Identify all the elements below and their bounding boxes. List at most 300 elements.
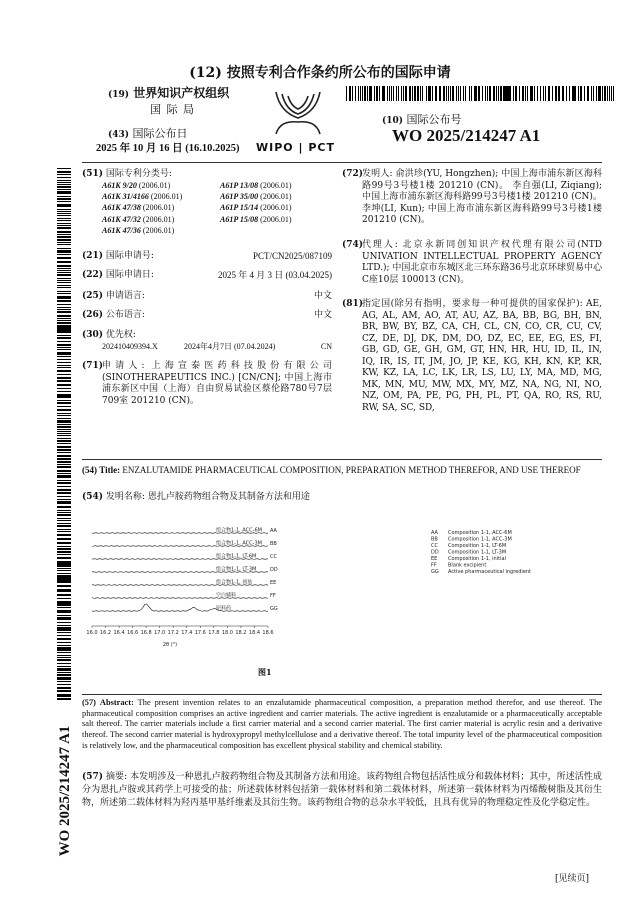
ipc-entry <box>102 215 174 225</box>
barcode-bar <box>510 86 511 101</box>
barcode-bar <box>57 272 71 273</box>
barcode-bar <box>355 86 356 101</box>
barcode-bar <box>57 400 71 401</box>
priority-app-number: 202410409394.X <box>102 342 158 351</box>
pub-date-value: 2025 年 10 月 16 日 (16.10.2025) <box>96 143 240 154</box>
barcode-bar <box>393 86 394 101</box>
barcode-bar <box>57 291 71 292</box>
ipc-code: A61P 15/08 <box>220 214 259 224</box>
barcode-bar <box>57 446 71 448</box>
barcode-bar <box>515 86 516 101</box>
barcode-bar <box>57 476 71 478</box>
barcode-bar <box>57 496 71 497</box>
pub-number-value: WO 2025/214247 A1 <box>392 126 541 145</box>
ipc-code: A61K 47/32 <box>102 214 141 224</box>
barcode-bar <box>57 265 71 267</box>
barcode-bar <box>57 518 71 519</box>
barcode-bar <box>57 611 71 613</box>
barcode-bar <box>57 215 71 216</box>
barcode-bar <box>558 86 559 101</box>
series-label: 组合物1-1, LT-3M <box>216 566 257 573</box>
x-tick-label: 16.6 <box>127 630 139 636</box>
x-tick-label: 17.0 <box>154 630 166 636</box>
ipc-field: (51) 国际专利分类号: <box>82 169 172 179</box>
x-tick-label: 16.0 <box>86 630 98 636</box>
barcode-bar <box>57 337 71 338</box>
x-tick-label: 16.8 <box>140 630 152 636</box>
barcode-bar <box>57 638 71 640</box>
legend-code: DD <box>431 549 439 556</box>
barcode-bar <box>545 86 546 101</box>
barcode-bar <box>57 619 71 620</box>
barcode-bar <box>405 86 407 101</box>
barcode-bar <box>57 514 71 516</box>
series-label: 原料药 <box>216 605 232 612</box>
barcode-bar <box>57 520 71 521</box>
bureau-name: 国 际 局 <box>150 103 195 116</box>
barcode-bar <box>540 86 541 101</box>
ipc-code: A61K 9/20 <box>102 181 137 190</box>
barcode-bar <box>57 581 71 582</box>
barcode-bar <box>57 489 71 491</box>
barcode-bar <box>57 663 71 664</box>
barcode-top <box>346 86 614 101</box>
barcode-bar <box>57 590 71 592</box>
barcode-bar <box>426 86 427 101</box>
barcode-bar <box>57 438 71 439</box>
barcode-bar <box>57 666 71 667</box>
barcode-bar <box>57 402 71 404</box>
barcode-bar <box>587 86 589 101</box>
x-tick-label: 18.6 <box>262 630 274 636</box>
barcode-bar <box>57 566 71 567</box>
barcode-bar <box>519 86 520 101</box>
filing-date-field: (22) 国际申请日: 2025 年 4 月 3 日 (03.04.2025) <box>82 270 332 280</box>
title-english: (54) Title: ENZALUTAMIDE PHARMACEUTICAL COMPOSITION, PREPARATION METHOD THEREFOR, AND USE THEREOF <box>82 465 581 475</box>
barcode-bar <box>578 86 579 101</box>
barcode-bar <box>458 86 459 101</box>
ipc-entry <box>102 192 182 202</box>
barcode-bar <box>57 525 71 527</box>
barcode-bar <box>57 220 71 221</box>
barcode-bar <box>57 341 71 342</box>
barcode-bar <box>57 244 71 245</box>
barcode-bar <box>370 86 372 101</box>
barcode-bar <box>471 86 472 101</box>
barcode-bar <box>552 86 553 101</box>
barcode-bar <box>57 380 71 381</box>
ipc-entry <box>220 203 291 213</box>
barcode-bar <box>57 456 71 457</box>
inventor-field: (72) 发明人: 俞洪珍(YU, Hongzhen); 中国上海市浦东新区海科路99号3号楼1楼 201210 (CN)。 李自强(LI, Ziqiang); 中国上海市浦东新区海科路99号3号楼1楼 201210 (CN)。 李坤(LI, Kun); 中国上海市浦东新区海科路99号3号楼1楼 201210 (CN)。 <box>342 169 602 225</box>
barcode-bar <box>57 274 71 276</box>
legend-code: EE <box>431 556 438 562</box>
barcode-bar <box>57 304 71 305</box>
barcode-bar <box>574 86 576 101</box>
series-line <box>92 598 268 599</box>
barcode-bar <box>57 575 71 576</box>
biblio-divider <box>82 459 602 460</box>
legend-entry: Composition 1-1, LT-3M <box>448 549 507 556</box>
barcode-bar <box>57 206 71 207</box>
ipc-date: (2006.01) <box>136 181 171 190</box>
x-tick-label: 17.8 <box>208 630 220 636</box>
application-number-value: PCT/CN2025/087109 <box>252 251 332 261</box>
designated-states-field: (81) 指定国(除另有指明，要求每一种可提供的国家保护): AE, AG, AL, AM, AO, AT, AU, AZ, BA, BB, BG, BH, BN, BR, BW, BY, BZ, CA, CH, CL, CN, CO, CR, CU, CV, CZ, DE, DJ, DK, DM, DO, DZ, EC, EE, EG, ES, FI, GB, GD, GE, GH, GM, GT, HN, HR, HU, ID, IL, IN, IQ, IR, IS, IT, JM, JO, JP, KE, KG, KH, KN, KP, KR, KW, KZ, LA, LC, LK, LR, LS, LU, LY, MA, MD, MG, MK, MN, MU, MW, MX, MY, MZ, NA, NG, NI, NO, NZ, OM, PA, PE, PG, PH, PL, PT, QA, RO, RS, RU, RW, SA, SC, SD, <box>342 299 602 413</box>
barcode-bar <box>57 370 71 372</box>
barcode-bar <box>463 86 464 101</box>
barcode-bar <box>490 86 491 101</box>
series-label: 空白辅料 <box>216 592 237 599</box>
ipc-date: (2006.01) <box>258 192 292 202</box>
side-pub-number: WO 2025/214247 A1 <box>57 725 73 857</box>
barcode-bar <box>57 227 71 229</box>
barcode-bar <box>57 236 71 238</box>
barcode-bar <box>414 86 416 101</box>
ipc-code: A61K 47/38 <box>102 203 141 213</box>
barcode-bar <box>478 86 480 101</box>
publication-language-field: (26) 公布语言: 中文 <box>82 310 332 320</box>
application-number-field: (21) 国际申请号: PCT/CN2025/087109 <box>82 251 332 261</box>
barcode-bar <box>352 86 353 101</box>
x-tick-label: 17.4 <box>181 630 193 636</box>
barcode-bar <box>57 435 71 436</box>
barcode-bar <box>456 86 457 101</box>
priority-field: (30) 优先权: <box>82 330 136 340</box>
barcode-bar <box>57 384 71 386</box>
barcode-bar <box>604 86 606 101</box>
ipc-list <box>102 181 332 241</box>
barcode-bar <box>57 218 71 219</box>
series-label: 组合物1-1, LT-6M <box>216 553 257 560</box>
ipc-date: (2006.01) <box>258 203 292 213</box>
barcode-bar <box>57 538 71 540</box>
applicant-text: 申请人: 上海宣泰医药科技股份有限公司 (SINOTHERAPEUTICS INC.) [CN/CN]; 中国上海市浦东新区中国（上海）自由贸易试验区蔡伦路780号7层709室 201210 (CN)。 <box>102 361 332 406</box>
xrd-chart <box>82 525 282 651</box>
barcode-bar <box>57 622 71 623</box>
ipc-entry <box>220 192 291 202</box>
ipc-date: (2006.01) <box>140 225 175 235</box>
barcode-bar <box>469 86 470 101</box>
ipc-code: A61K 31/4166 <box>102 192 149 202</box>
header-divider <box>82 162 602 163</box>
barcode-bar <box>57 332 71 333</box>
barcode-bar <box>57 557 71 559</box>
series-code: DD <box>270 567 278 573</box>
barcode-bar <box>57 502 71 504</box>
barcode-bar <box>57 322 71 323</box>
barcode-bar <box>420 86 421 101</box>
barcode-bar <box>358 86 359 101</box>
barcode-bar <box>57 320 71 321</box>
series-code: BB <box>270 541 277 547</box>
barcode-bar <box>57 604 71 605</box>
series-line <box>92 604 268 611</box>
barcode-bar <box>57 377 71 379</box>
series-code: GG <box>270 606 278 612</box>
barcode-bar <box>482 86 483 101</box>
barcode-bar <box>57 344 71 346</box>
barcode-bar <box>57 486 71 487</box>
barcode-bar <box>57 625 71 626</box>
applicant-field: (71) 申请人: 上海宣泰医药科技股份有限公司 (SINOTHERAPEUTICS INC.) [CN/CN]; 中国上海市浦东新区中国（上海）自由贸易试验区蔡伦路780号7层709室 201210 (CN)。 <box>82 361 332 406</box>
barcode-bar <box>465 86 466 101</box>
barcode-bar <box>57 287 71 288</box>
barcode-bar <box>57 452 71 453</box>
barcode-bar <box>57 225 71 226</box>
barcode-bar <box>57 529 71 530</box>
barcode-bar <box>500 86 501 101</box>
legend-code: FF <box>431 562 437 569</box>
barcode-bar <box>498 86 499 101</box>
x-tick-label: 18.4 <box>248 630 261 636</box>
barcode-bar <box>57 510 71 511</box>
series-code: EE <box>270 580 277 586</box>
barcode-bar <box>57 257 71 259</box>
barcode-bar <box>57 192 71 194</box>
barcode-bar <box>57 307 71 308</box>
barcode-bar <box>57 242 71 243</box>
x-tick-label: 17.2 <box>167 630 179 636</box>
filing-date-value: 2025 年 4 月 3 日 (03.04.2025) <box>218 270 332 280</box>
barcode-bar <box>548 86 550 101</box>
barcode-bar <box>57 172 71 173</box>
barcode-bar <box>57 406 71 407</box>
barcode-bar <box>57 365 71 366</box>
barcode-bar <box>57 594 71 596</box>
barcode-bar <box>57 429 71 430</box>
barcode-bar <box>607 86 608 101</box>
barcode-bar <box>566 86 567 101</box>
barcode-bar <box>522 86 524 101</box>
ipc-entry <box>102 226 174 236</box>
barcode-bar <box>57 635 71 636</box>
barcode-bar <box>57 506 71 508</box>
x-tick-label: 16.4 <box>113 630 125 636</box>
barcode-bar <box>527 86 528 101</box>
barcode-bar <box>57 189 71 190</box>
barcode-bar <box>57 531 71 532</box>
barcode-bar <box>57 213 71 214</box>
barcode-bar <box>584 86 585 101</box>
series-label: 组合物1-1, 初始 <box>216 579 253 586</box>
ipc-code: A61P 15/14 <box>220 203 259 213</box>
barcode-bar <box>57 285 71 286</box>
barcode-bar <box>57 359 71 360</box>
ipc-date: (2006.01) <box>140 203 175 213</box>
barcode-bar <box>439 86 441 101</box>
barcode-bar <box>57 585 71 587</box>
barcode-bar <box>57 168 71 169</box>
barcode-bar <box>609 86 610 101</box>
barcode-bar <box>562 86 564 101</box>
barcode-bar <box>57 335 71 336</box>
barcode-bar <box>57 482 71 484</box>
barcode-bar <box>57 196 71 197</box>
barcode-bar <box>525 86 526 101</box>
ipc-entry <box>220 215 291 225</box>
barcode-bar <box>412 86 413 101</box>
barcode-bar <box>57 177 71 178</box>
barcode-bar <box>57 548 71 550</box>
barcode-bar <box>379 86 380 101</box>
barcode-bar <box>57 499 71 500</box>
barcode-bar <box>532 86 533 101</box>
series-label: 组合物1-1, ACC-6M <box>216 527 262 534</box>
barcode-bar <box>57 570 71 571</box>
barcode-bar <box>613 86 614 101</box>
abstract-divider <box>82 694 602 695</box>
barcode-bar <box>57 630 71 631</box>
ipc-date: (2006.01) <box>140 214 175 224</box>
barcode-bar <box>57 374 71 375</box>
barcode-bar <box>57 362 71 363</box>
barcode-bar <box>57 282 71 283</box>
barcode-bar <box>398 86 399 101</box>
pub-number-label: (10) 国际公布号 <box>382 113 462 126</box>
chart-legend <box>428 528 588 580</box>
barcode-bar <box>57 388 71 389</box>
barcode-bar <box>391 86 392 101</box>
legend-entry: Active pharmaceutical ingredient <box>448 569 532 575</box>
organization-name: (19) 世界知识产权组织 <box>108 86 230 100</box>
barcode-bar <box>448 86 449 101</box>
barcode-bar <box>57 174 71 175</box>
barcode-bar <box>57 655 71 656</box>
barcode-bar <box>57 347 71 348</box>
barcode-bar <box>57 415 71 416</box>
designated-states-text: 指定国(除另有指明，要求每一种可提供的国家保护): AE, AG, AL, AM, AO, AT, AU, AZ, BA, BB, BG, BH, BN, BR, BW, BY, BZ, CA, CH, CL, CN, CO, CR, CU, CV, CZ, DE, DJ, DK, DM, DO, DZ, EC, EE, EG, ES, FI, GB, GD, GE, GH, GM, GT, HN, HR, HU, ID, IL, IN, IQ, IR, IS, IT, JM, JO, JP, KE, KG, KH, KN, KP, KR, KW, KZ, LA, LC, LK, LR, LS, LU, LY, MA, MD, MG, MK, MN, MU, MW, MX, MY, MZ, NA, NG, NI, NO, NZ, OM, PA, PE, PG, PH, PL, PT, QA, RO, RS, RU, RW, SA, SC, SD, <box>362 299 602 413</box>
barcode-bar <box>57 349 71 350</box>
series-code: AA <box>270 528 277 534</box>
x-tick-label: 18.2 <box>235 630 247 636</box>
barcode-bar <box>600 86 601 101</box>
ipc-date: (2006.01) <box>148 192 183 202</box>
barcode-bar <box>57 300 71 302</box>
barcode-bar <box>57 607 71 608</box>
barcode-bar <box>537 86 538 101</box>
barcode-bar <box>57 632 71 633</box>
filing-language-field: (25) 申请语言: 中文 <box>82 291 332 301</box>
series-code: CC <box>270 554 277 560</box>
series-label: 组合物1-1, ACC-3M <box>216 540 262 547</box>
barcode-side <box>57 168 71 698</box>
barcode-bar <box>57 409 71 411</box>
legend-entry: Blank excipient <box>448 562 487 569</box>
barcode-bar <box>57 367 71 368</box>
barcode-bar <box>57 480 71 481</box>
barcode-bar <box>452 86 454 101</box>
legend-code: BB <box>431 536 438 543</box>
legend-code: AA <box>431 530 438 536</box>
barcode-bar <box>57 649 71 650</box>
barcode-bar <box>57 552 71 553</box>
legend-code: GG <box>431 569 439 575</box>
barcode-bar <box>57 542 71 543</box>
barcode-bar <box>485 86 486 101</box>
series-code: FF <box>270 593 276 599</box>
barcode-bar <box>611 86 612 101</box>
abstract-chinese: (57) 摘要: 本发明涉及一种恩扎卢胺药物组合物及其制备方法和用途。该药物组合物包括活性成分和载体材料；其中，所述活性成分为恩扎卢胺或其药学上可接受的盐；所述载体材料包括第一载体材料和第二载体材料，所述第一载体材料为丙烯酸树脂及其衍生物，所述第二载体材料为羟丙基甲基纤维素及其衍生物。该药物组合物的总杂水平较低，且具有优异的物理稳定性及化学稳定性。 <box>82 772 602 808</box>
barcode-bar <box>57 396 71 398</box>
barcode-bar <box>57 523 71 524</box>
barcode-bar <box>57 458 71 459</box>
barcode-bar <box>346 86 347 101</box>
barcode-bar <box>57 180 71 181</box>
barcode-bar <box>57 431 71 432</box>
ipc-date: (2006.01) <box>258 181 292 190</box>
barcode-bar <box>57 652 71 653</box>
barcode-bar <box>57 535 71 536</box>
barcode-bar <box>432 86 433 101</box>
barcode-bar <box>396 86 397 101</box>
barcode-bar <box>569 86 570 101</box>
abstract-english: (57) Abstract: The present invention relates to an enzalutamide pharmaceutical composition, a preparation method therefor, and use thereof. The pharmaceutical composition comprises an active ingredient and carrier materials. The active ingredient is enzalutamide or a pharmaceutically acceptable salt thereof. The carrier materials include a first carrier material and a second carrier material. The first carrier material is acrylic resin and a derivative thereof. The second carrier material is hydroxypropyl methylcellulose and a derivative thereof. The total impurity level of the pharmaceutical composition is relatively low, and the pharmaceutical composition has excellent physical stability and chemical stability. <box>82 698 603 750</box>
legend-entry: Composition 1-1, LT-6M <box>448 543 507 549</box>
wipo-pct-text: WIPO | PCT <box>256 141 335 154</box>
barcode-bar <box>57 261 71 263</box>
barcode-bar <box>57 413 71 414</box>
barcode-bar <box>374 86 375 101</box>
figure-caption: 图1 <box>258 667 272 677</box>
legend-entry: Composition 1-1, ACC-6M <box>448 530 512 536</box>
x-tick-label: 16.2 <box>99 630 112 636</box>
barcode-bar <box>403 86 404 101</box>
legend-code: CC <box>431 543 438 549</box>
barcode-bar <box>57 512 71 513</box>
legend-entry: Composition 1-1, ACC-3M <box>448 536 512 543</box>
barcode-bar <box>435 86 437 101</box>
pub-date-label: (43) 国际公布日 <box>108 127 188 140</box>
barcode-bar <box>57 293 71 294</box>
barcode-bar <box>543 86 544 101</box>
barcode-bar <box>57 248 71 249</box>
ipc-entry <box>102 203 174 213</box>
continued-indicator: [见续页] <box>555 874 590 884</box>
barcode-bar <box>57 554 71 555</box>
barcode-bar <box>57 426 71 428</box>
barcode-bar <box>57 254 71 255</box>
barcode-bar <box>57 278 71 279</box>
barcode-bar <box>57 354 71 355</box>
barcode-bar <box>384 86 385 101</box>
barcode-bar <box>57 493 71 494</box>
x-tick-label: 17.6 <box>194 630 206 636</box>
barcode-bar <box>443 86 445 101</box>
ipc-date: (2006.01) <box>258 214 292 224</box>
barcode-bar <box>57 356 71 357</box>
priority-date: 2024年4月7日 (07.04.2024) <box>184 342 276 351</box>
title-chinese: (54) 发明名称: 恩扎卢胺药物组合物及其制备方法和用途 <box>82 492 310 502</box>
barcode-bar <box>350 86 351 101</box>
barcode-bar <box>513 86 514 101</box>
barcode-bar <box>57 280 71 281</box>
filing-language-value: 中文 <box>313 291 332 301</box>
barcode-bar <box>591 86 592 101</box>
ipc-code: A61K 47/36 <box>102 225 141 235</box>
priority-country: CN <box>320 342 332 351</box>
x-axis-label: 2θ (°) <box>162 642 178 648</box>
barcode-bar <box>367 86 368 101</box>
barcode-bar <box>555 86 557 101</box>
publication-language-value: 中文 <box>313 310 332 320</box>
barcode-bar <box>57 201 71 202</box>
barcode-bar <box>57 234 71 235</box>
barcode-bar <box>57 642 71 643</box>
x-tick-label: 18.0 <box>221 630 233 636</box>
barcode-bar <box>460 86 461 101</box>
barcode-bar <box>57 270 71 271</box>
